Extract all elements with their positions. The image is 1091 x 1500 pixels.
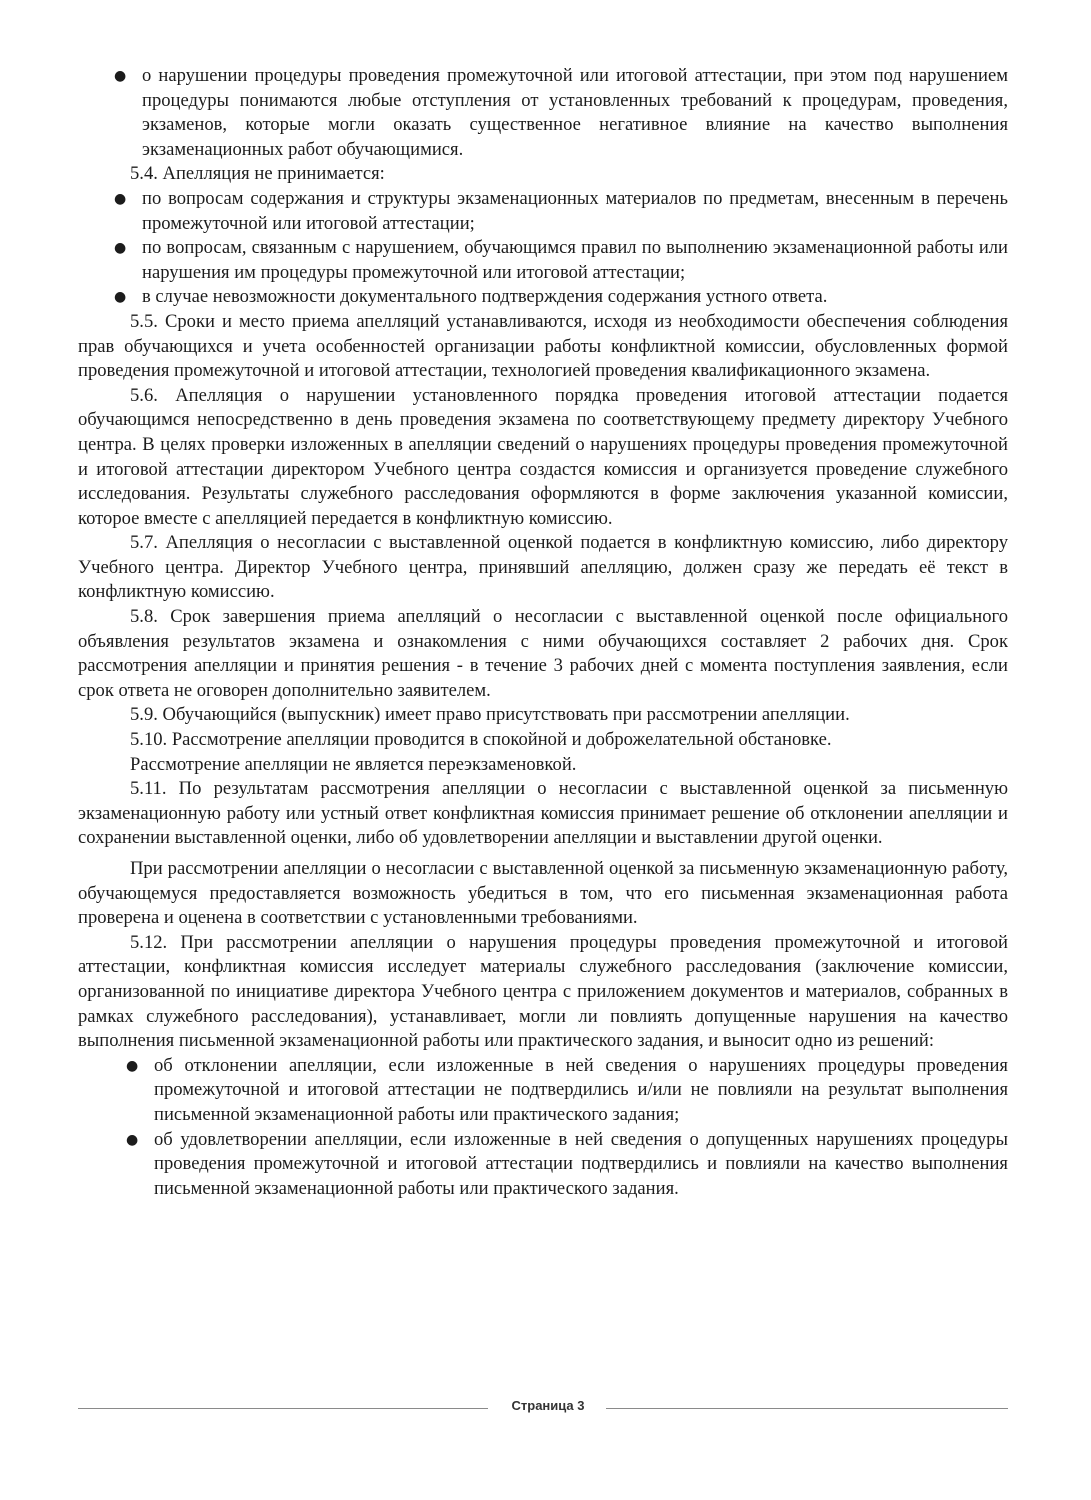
list-item: ● о нарушении процедуры проведения промежуточной или итоговой аттестации, при этом под нарушением процедуры понимаются любые отступления от установленных требований к процедурам, проведения, экзаменов, которые могли оказать существенное негативное влияние на качество выполнения экзаменационных работ обучающимися.	[114, 65, 1008, 160]
bullet-icon: ●	[114, 240, 127, 257]
list-item: ● по вопросам, связанным с нарушением, обучающимся правил по выполнению экзаменационной работы или нарушения им процедуры промежуточной или итоговой аттестации;	[114, 237, 1008, 283]
paragraph-5-10-continued: Рассмотрение апелляции не является переэкзаменовкой.	[130, 753, 577, 775]
list-item: ● в случае невозможности документального подтверждения содержания устного ответа.	[78, 285, 1008, 310]
bullet-icon: ●	[114, 190, 127, 207]
paragraph-written-appeal: При рассмотрении апелляции о несогласии с выставленной оценкой за письменную экзаменационную работу, обучающемуся предоставляется возможность убедиться в том, что его письменная экзаменационная работа проверена и оценена в соответствии с установленными требованиями.	[78, 858, 1008, 929]
footer-rule-left	[78, 1408, 488, 1409]
paragraph-5-4: 5.4. Апелляция не принимается:	[130, 163, 385, 185]
list-item: ● по вопросам содержания и структуры экзаменационных материалов по предметам, внесенным в перечень промежуточной или итоговой аттестации;	[114, 187, 1008, 234]
paragraph-5-5: 5.5. Сроки и место приема апелляций устанавливаются, исходя из необходимости обеспечения соблюдения прав обучающихся и учета особенностей организации работы конфликтной комиссии, обусловленных формой проведения промежуточной и итоговой аттестации, технологией проведения квалификационного экзамена.	[78, 310, 1008, 382]
bullet-icon: ●	[114, 68, 127, 84]
document-page	[78, 64, 1008, 1201]
bullet-icon: ●	[126, 1131, 139, 1148]
bullet-list-top	[78, 64, 1008, 162]
bullet-icon: ●	[114, 289, 127, 306]
paragraph-5-10: 5.10. Рассмотрение апелляции проводится в спокойной и доброжелательной обстановке.	[130, 729, 832, 751]
bullet-list-5-4	[78, 187, 1008, 310]
paragraph-5-6: 5.6. Апелляция о нарушении установленного порядка проведения итоговой аттестации подается обучающимся непосредственно в день проведения экзамена по соответствующему предмету директору Учебного центра. В целях проверки изложенных в апелляции сведений о нарушениях процедуры проведения промежуточной и итоговой аттестации директором Учебного центра создастся комиссия и организуется проведение служебного исследования. Результаты служебного расследования оформляются в форме заключения указанной комиссии, которое вместе с апелляцией передается в конфликтную комиссию.	[78, 384, 1008, 529]
paragraph-5-8: 5.8. Срок завершения приема апелляций о несогласии с выставленной оценкой после официального объявления результатов экзамена и ознакомления с ними обучающихся составляет 2 рабочих дня. Срок рассмотрения апелляции и принятия решения - в течение 3 рабочих дней с момента поступления заявления, если срок ответа не оговорен дополнительно заявителем.	[78, 606, 1008, 701]
footer-rule-right	[606, 1408, 1008, 1409]
paragraph-5-7: 5.7. Апелляция о несогласии с выставленной оценкой подается в конфликтную комиссию, либо директору Учебного центра. Директор Учебного центра, принявший апелляцию, должен сразу же передать её текст в конфликтную комиссию.	[78, 532, 1008, 603]
paragraph-5-12: 5.12. При рассмотрении апелляции о нарушения процедуры проведения промежуточной и итоговой аттестации, конфликтная комиссия исследует материалы служебного расследования (заключение комиссии, организованной по инициативе директора Учебного центра с приложением документов и материалов, собранных в рамках служебного расследования), устанавливает, могли ли повлиять допущенные нарушения на качество выполнения письменной экзаменационной работы или практического задания, и выносит одно из решений:	[78, 931, 1008, 1052]
list-item: ● об отклонении апелляции, если изложенные в ней сведения о нарушениях процедуры проведения промежуточной и итоговой аттестации не подтвердились и/или не повлияли на результат выполнения письменной экзаменационной работы или практического задания;	[126, 1054, 1008, 1125]
list-item: ● об удовлетворении апелляции, если изложенные в ней сведения о допущенных нарушениях процедуры проведения промежуточной и итоговой аттестации подтвердились и повлияли на качество выполнения письменной экзаменационной работы или практического задания.	[126, 1128, 1008, 1199]
bullet-icon: ●	[126, 1057, 139, 1074]
bullet-list-5-12	[78, 1054, 1008, 1202]
paragraph-5-11: 5.11. По результатам рассмотрения апелляции о несогласии с выставленной оценкой за письменную экзаменационную работу или устный ответ конфликтная комиссия принимает решение об отклонении апелляции и сохранении выставленной оценки, либо об удовлетворении апелляции и выставлении другой оценки.	[78, 778, 1008, 849]
paragraph-5-9: 5.9. Обучающийся (выпускник) имеет право присутствовать при рассмотрении апелляции.	[130, 704, 850, 726]
page-number: Страница 3	[511, 1398, 585, 1413]
page-footer	[78, 1398, 1008, 1418]
